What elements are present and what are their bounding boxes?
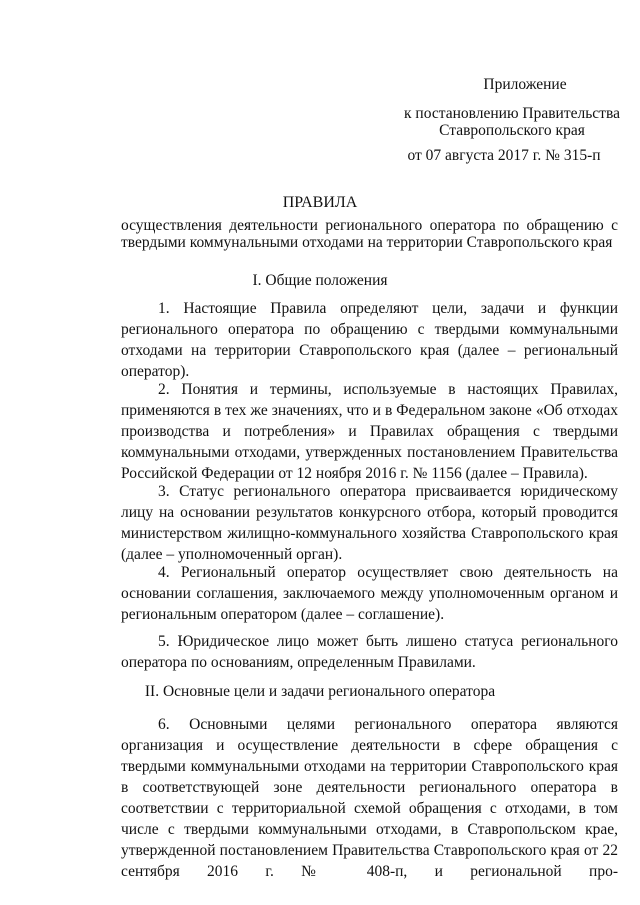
paragraph-2: 2. Понятия и термины, используемые в настоящих Правилах, применяются в тех же значениях, что и в Федеральном законе «Об отходах производства и потребления» и Правилах обращения с твердыми коммунальными отходами, утвержденных постановлением Правительства Российской Федерации от 12 ноября 2016 г. № 1156 (далее – Правила). [121,381,618,482]
document-title: ПРАВИЛА [282,194,358,211]
document-subtitle: осуществления деятельности регионального оператора по обращению с твердыми коммунальными отходами на территории Ставропольского края [121,217,618,251]
appendix-title: Приложение [483,76,567,93]
paragraph-6: 6. Основными целями регионального оператора являются организация и осуществление деятельности в сфере обращения с твердыми коммунальными отходами на территории Ставропольского края в соответствующей зоне деятельности регионального оператора в соответствии с территориальной схемой обращения с отходами, в том числе с твердыми коммунальными отходами, в Ставропольском крае, утвержденной постановлением Правительства Ставропольского края от 22 сентября 2016 г. № 408-п, и региональной про- [121,716,618,880]
paragraph-5: 5. Юридическое лицо может быть лишено статуса регионального оператора по основаниям, определенным Правилами. [121,633,618,671]
section-heading-general: I. Общие положения [252,272,388,289]
appendix-reference: к постановлению Правительства Ставропольского края [404,105,620,139]
appendix-date: от 07 августа 2017 г. № 315-п [407,147,601,164]
paragraph-4: 4. Региональный оператор осуществляет свою деятельность на основании соглашения, заключаемого между уполномоченным органом и региональным оператором (далее – соглашение). [121,564,618,623]
section-heading-goals: II. Основные цели и задачи регионального оператора [144,683,496,700]
paragraph-3: 3. Статус регионального оператора присваивается юридическому лицу на основании результатов конкурсного отбора, который проводится министерством жилищно-коммунального хозяйства Ставропольского края (далее – уполномоченный орган). [121,483,618,563]
paragraph-1: 1. Настоящие Правила определяют цели, задачи и функции регионального оператора по обращению с твердыми коммунальными отходами на территории Ставропольского края (далее – региональный оператор). [121,300,618,380]
